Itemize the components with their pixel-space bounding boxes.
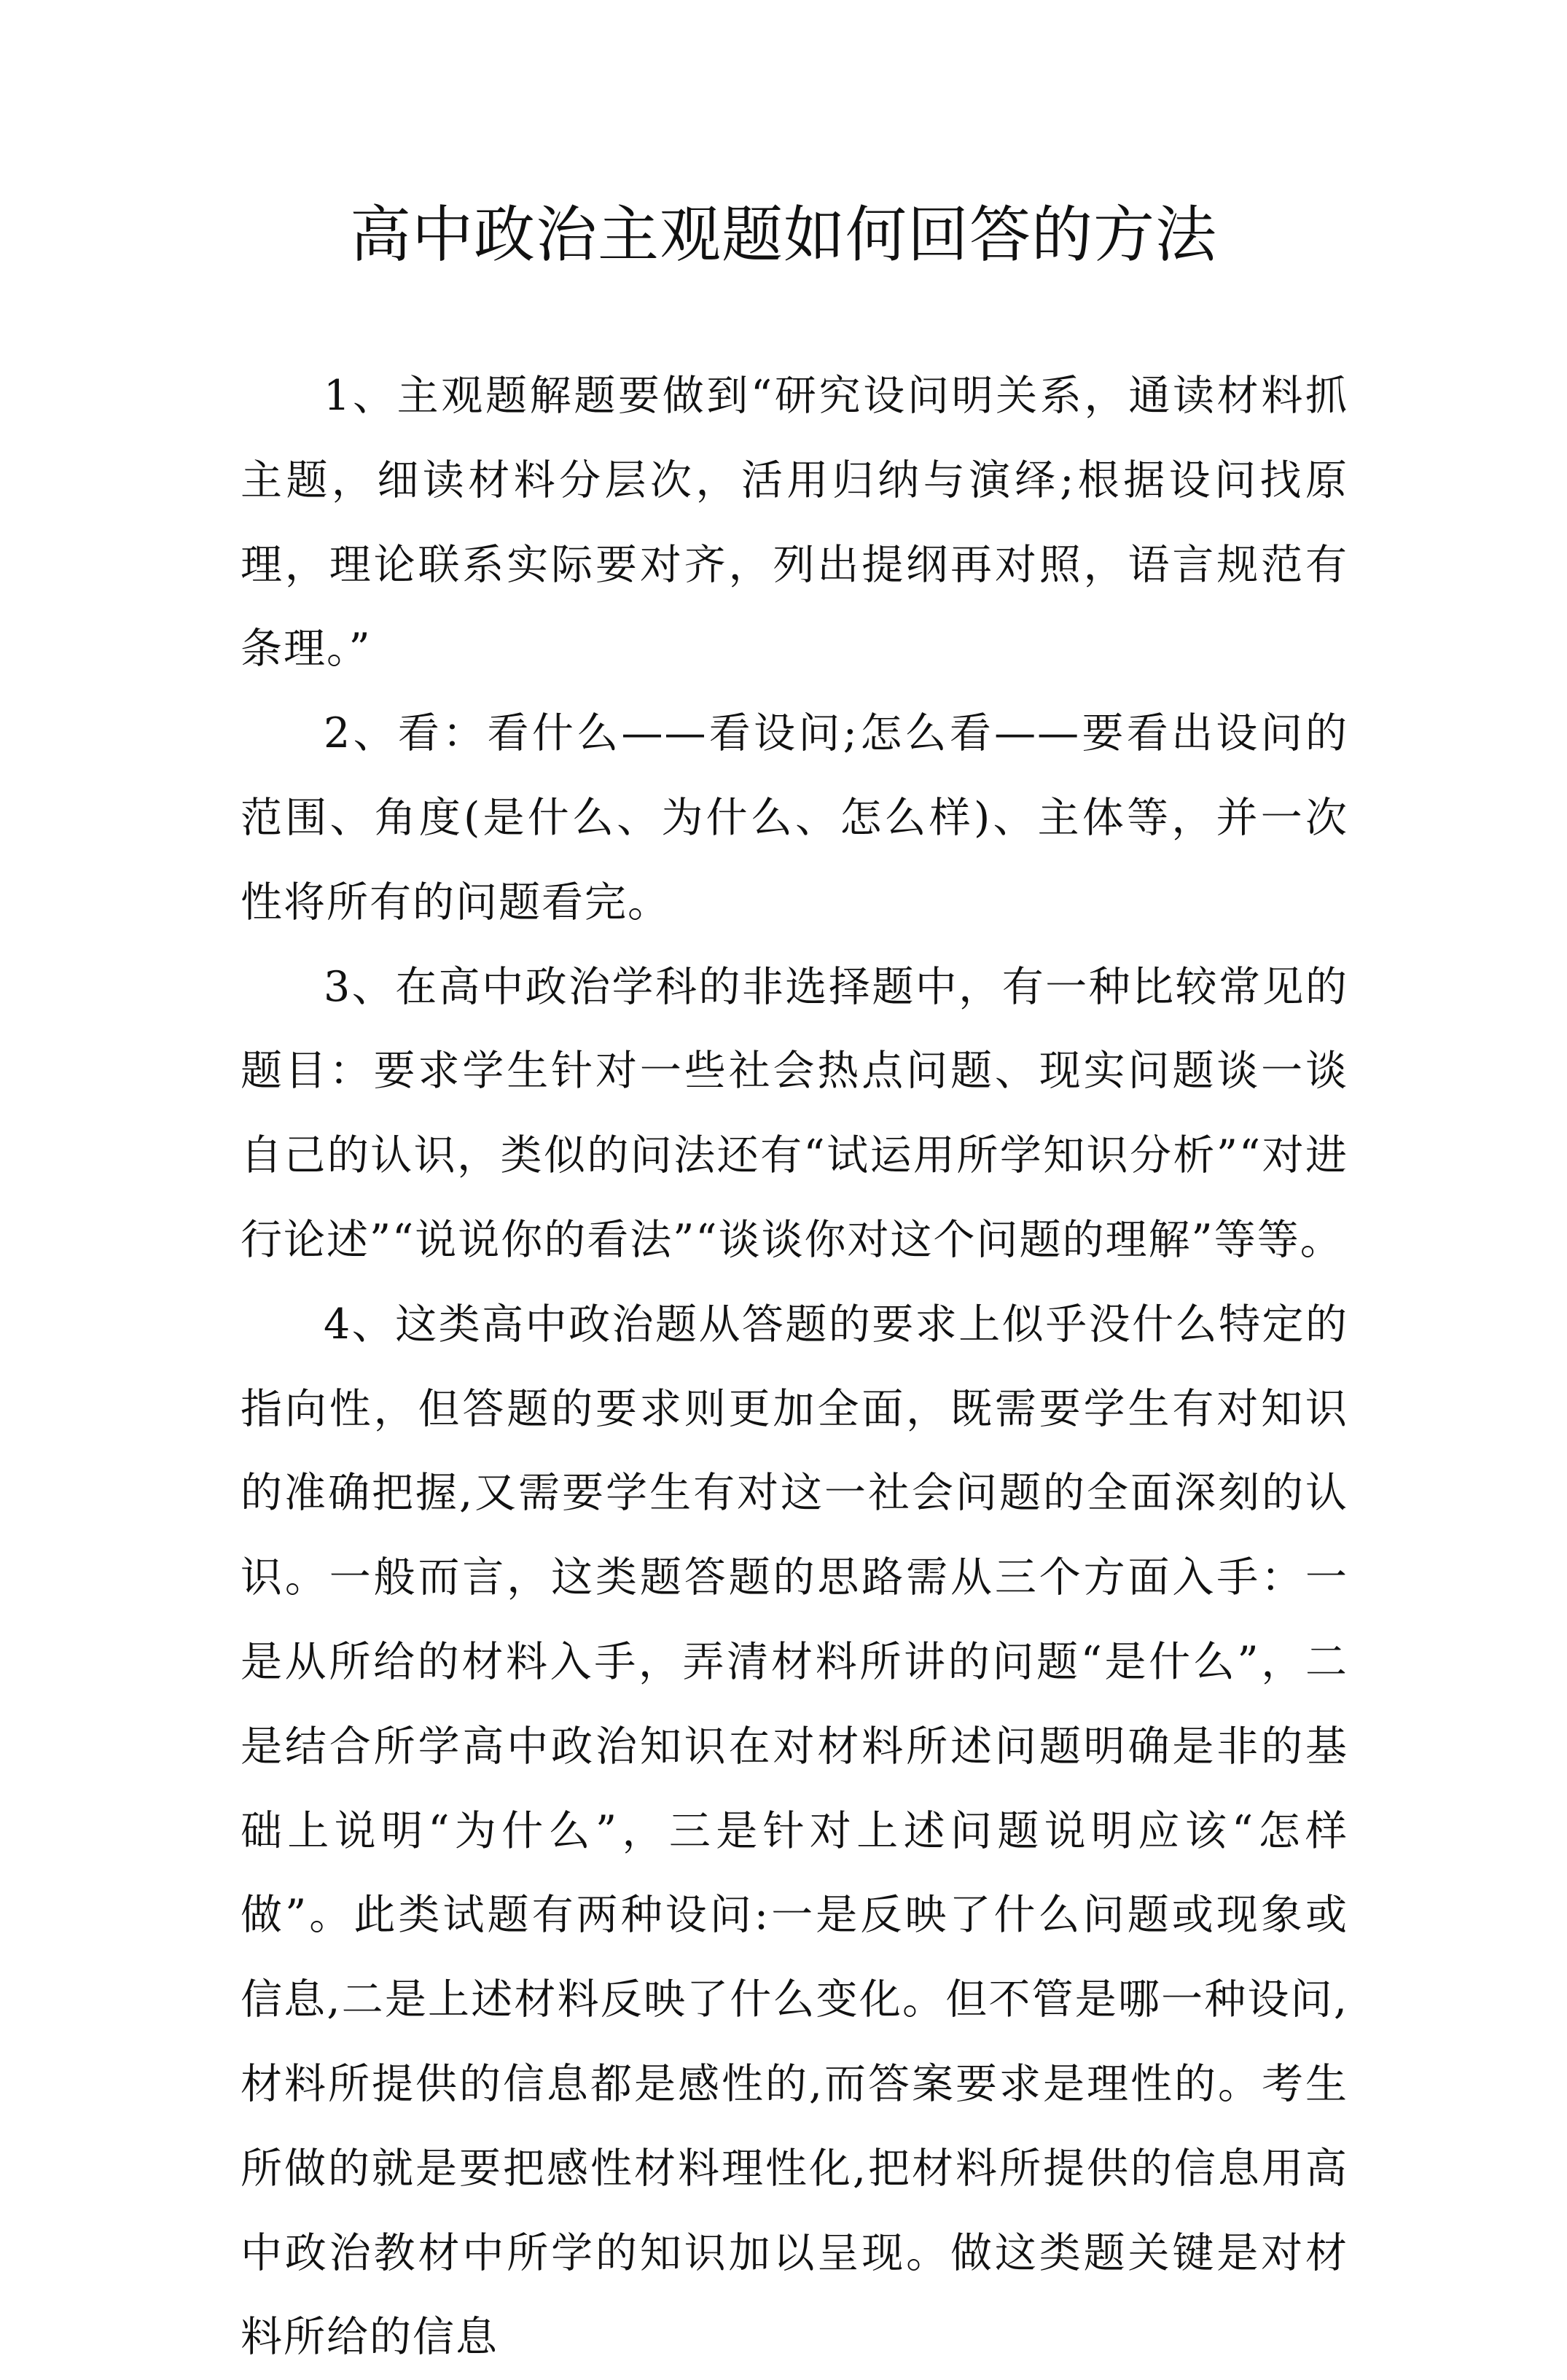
document-title: 高中政治主观题如何回答的方法: [349, 199, 1217, 270]
paragraph-1: 1、主观题解题要做到“研究设问明关系，通读材料抓主题，细读材料分层次，活用归纳与演绎;根据设问找原理，理论联系实际要对齐，列出提纲再对照，语言规范有条理。”: [241, 372, 1348, 674]
paragraph-2: 2、看：看什么——看设问;怎么看——要看出设问的范围、角度(是什么、为什么、怎么样)、主体等，并一次性将所有的问题看完。: [241, 709, 1348, 926]
paragraph-3: 3、在高中政治学科的非选择题中，有一种比较常见的题目：要求学生针对一些社会热点问题、现实问题谈一谈自己的认识，类似的问法还有“试运用所学知识分析”“对进行论述”“说说你的看法”“谈谈你对这个问题的理解”等等。: [241, 962, 1348, 1264]
paragraph-4: 4、这类高中政治题从答题的要求上似乎没什么特定的指向性，但答题的要求则更加全面，既需要学生有对知识的准确把握,又需要学生有对这一社会问题的全面深刻的认识。一般而言，这类题答题的思路需从三个方面入手：一是从所给的材料入手，弄清材料所讲的问题“是什么”，二是结合所学高中政治知识在对材料所述问题明确是非的基础上说明“为什么”，三是针对上述问题说明应该“怎样做”。此类试题有两种设问:一是反映了什么问题或现象或信息,二是上述材料反映了什么变化。但不管是哪一种设问,材料所提供的信息都是感性的,而答案要求是理性的。考生所做的就是要把感性材料理性化,把材料所提供的信息用高中政治教材中所学的知识加以呈现。做这类题关键是对材料所给的信息: [241, 1300, 1348, 2362]
document-body: [241, 354, 1348, 2380]
